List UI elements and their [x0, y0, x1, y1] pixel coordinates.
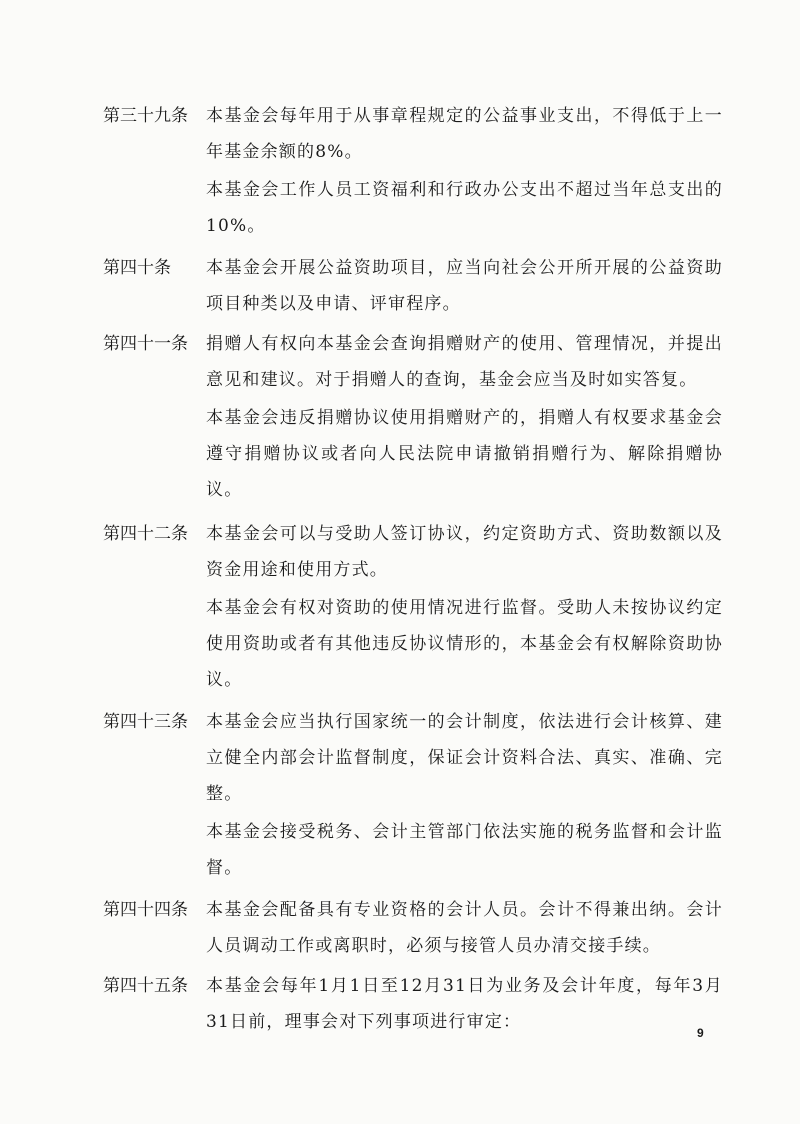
article-paragraph: 本基金会可以与受助人签订协议，约定资助方式、资助数额以及资金用途和使用方式。	[206, 524, 723, 580]
article-number: 第四十一条	[103, 334, 188, 354]
article-body	[206, 892, 723, 964]
article-number: 第四十四条	[103, 900, 188, 920]
article-42	[103, 516, 723, 700]
article-paragraph: 捐赠人有权向本基金会查询捐赠财产的使用、管理情况，并提出意见和建议。对于捐赠人的查询，基金会应当及时如实答复。	[206, 334, 723, 390]
article-body	[206, 98, 723, 244]
article-number: 第三十九条	[103, 106, 188, 126]
article-44	[103, 892, 723, 966]
article-number: 第四十五条	[103, 976, 188, 996]
page-number: 9	[697, 1026, 704, 1040]
article-paragraph: 本基金会开展公益资助项目，应当向社会公开所开展的公益资助项目种类以及申请、评审程序。	[206, 258, 723, 314]
article-body	[206, 968, 723, 1040]
article-40	[103, 250, 723, 324]
article-43	[103, 704, 723, 888]
article-41	[103, 326, 723, 510]
article-paragraph: 本基金会每年1月1日至12月31日为业务及会计年度，每年3月31日前，理事会对下列事项进行审定：	[206, 976, 723, 1032]
article-paragraph: 本基金会配备具有专业资格的会计人员。会计不得兼出纳。会计人员调动工作或离职时，必须与接管人员办清交接手续。	[206, 900, 723, 956]
article-body	[206, 326, 723, 508]
article-paragraph: 本基金会接受税务、会计主管部门依法实施的税务监督和会计监督。	[206, 822, 723, 878]
article-body	[206, 516, 723, 698]
article-body	[206, 250, 723, 322]
article-45	[103, 968, 723, 1042]
article-number: 第四十三条	[103, 712, 188, 732]
article-paragraph: 本基金会有权对资助的使用情况进行监督。受助人未按协议约定使用资助或者有其他违反协议情形的，本基金会有权解除资助协议。	[206, 598, 723, 690]
article-39	[103, 98, 723, 246]
article-body	[206, 704, 723, 886]
article-number: 第四十条	[103, 258, 171, 278]
article-number: 第四十二条	[103, 524, 188, 544]
article-paragraph: 本基金会应当执行国家统一的会计制度，依法进行会计核算、建立健全内部会计监督制度，保证会计资料合法、真实、准确、完整。	[206, 712, 723, 804]
article-paragraph: 本基金会每年用于从事章程规定的公益事业支出，不得低于上一年基金余额的8%。	[206, 106, 723, 162]
article-paragraph: 本基金会工作人员工资福利和行政办公支出不超过当年总支出的10%。	[206, 180, 723, 236]
article-paragraph: 本基金会违反捐赠协议使用捐赠财产的，捐赠人有权要求基金会遵守捐赠协议或者向人民法院申请撤销捐赠行为、解除捐赠协议。	[206, 408, 723, 500]
